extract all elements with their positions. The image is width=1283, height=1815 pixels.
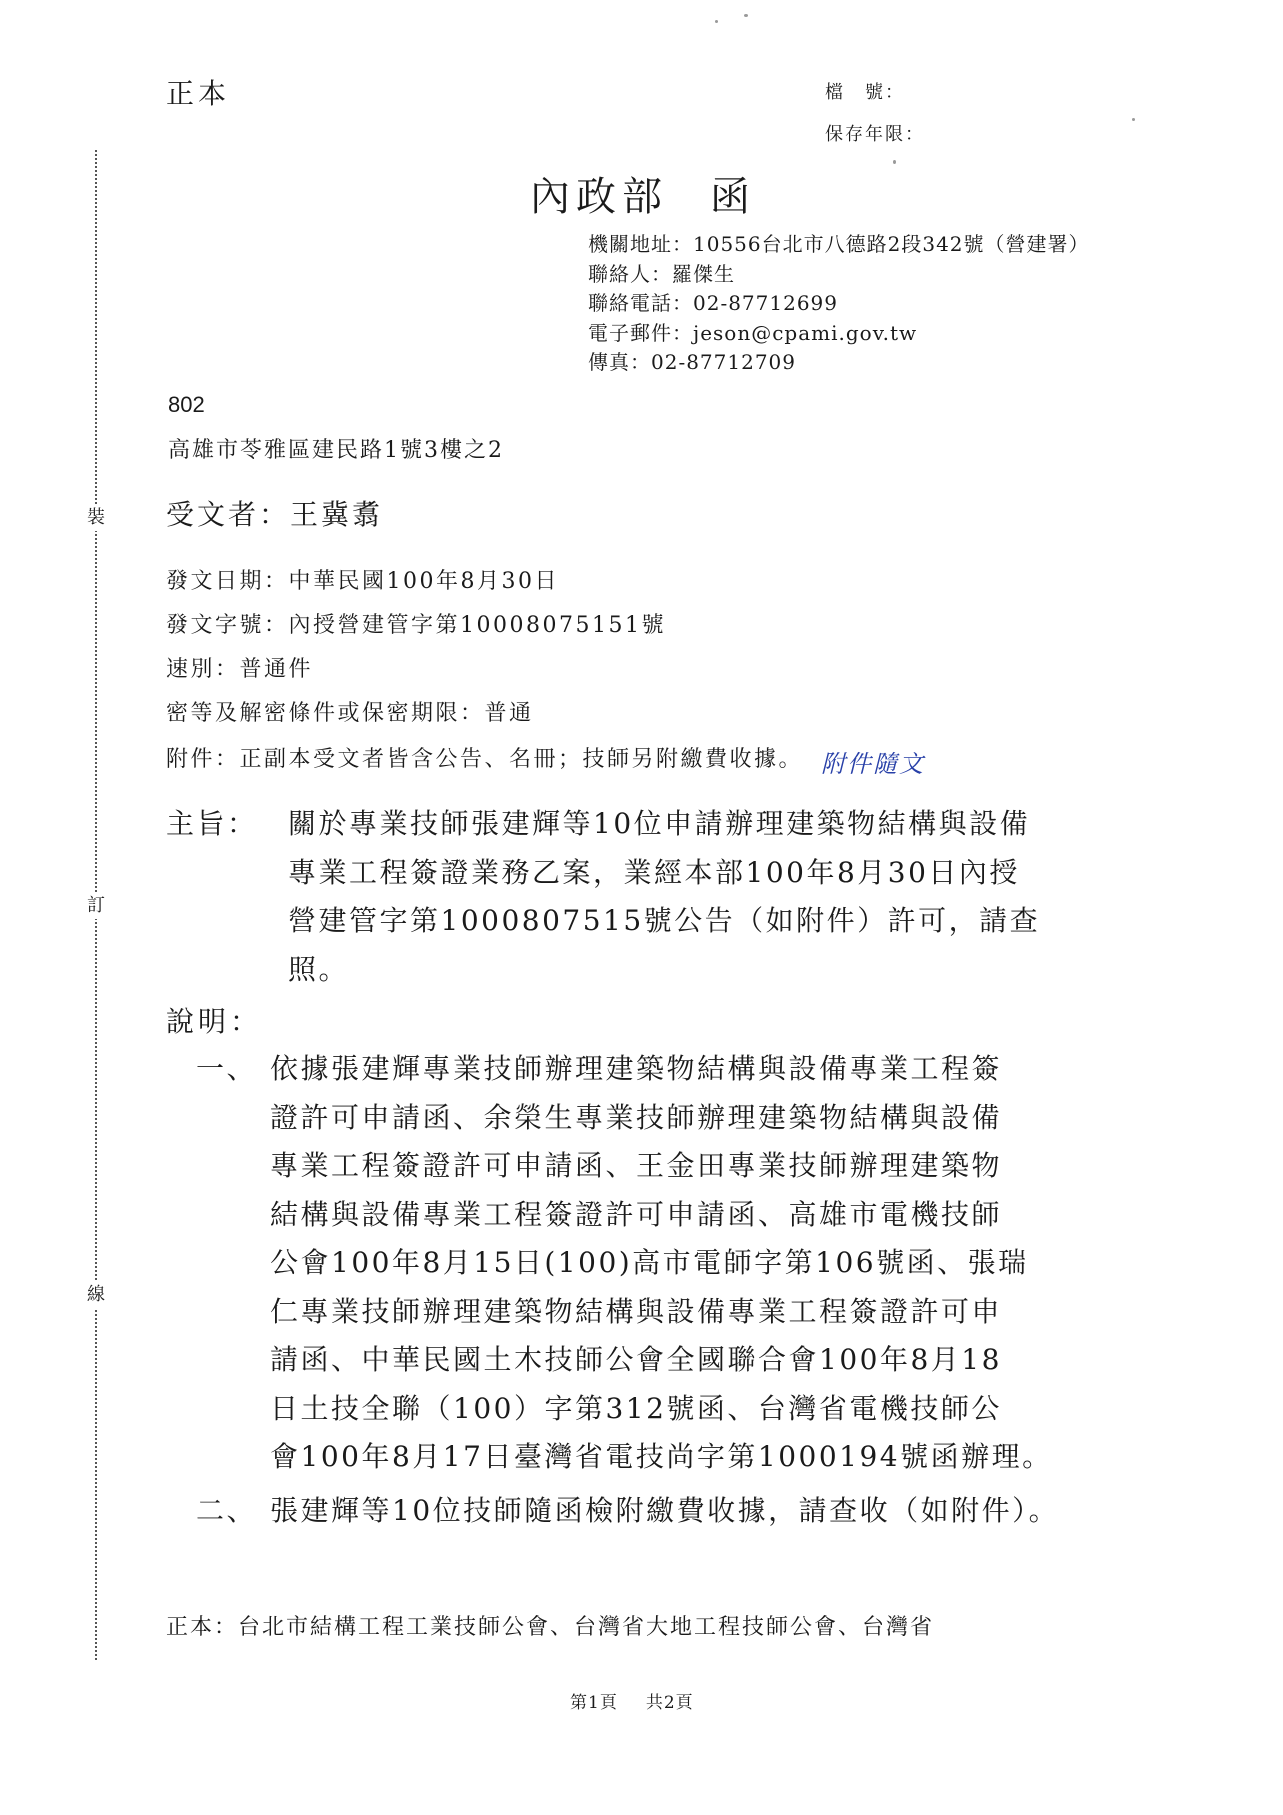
attachment-text: 附件：正副本受文者皆含公告、名冊；技師另附繳費收據。 [166,747,804,772]
subject-line: 營建管字第1000807515號公告（如附件）許可，請查 [288,904,1041,937]
scan-speck [715,20,718,23]
file-meta [825,72,925,156]
issue-date: 發文日期：中華民國100年8月30日 [166,569,559,594]
contact-fax: 傳真：02-87712709 [588,350,797,374]
recipient-address: 高雄市苓雅區建民路1號3樓之2 [168,438,504,463]
attachment-line [166,736,925,782]
contact-person: 聯絡人：羅傑生 [588,261,735,286]
item-line: 證許可申請函、余榮生專業技師辦理建築物結構與設備 [270,1100,1003,1134]
binding-mark-ding: 訂 [83,893,109,919]
item-number: 二、 [196,1494,258,1527]
current-page: 第1頁 [570,1693,618,1713]
description-label: 說明： [166,1005,263,1038]
item-line: 張建輝等10位技師隨函檢附繳費收據，請查收（如附件）。 [270,1494,1060,1527]
subject-line: 照。 [288,952,350,986]
document-meta [166,560,925,782]
binding-mark-xian: 線 [83,1282,109,1308]
total-pages: 共2頁 [645,1693,694,1713]
subject-line: 關於專業技師張建輝等10位申請辦理建築物結構與設備 [288,807,1031,840]
contact-phone: 聯絡電話：02-87712699 [588,291,839,315]
document-title [530,165,756,222]
secrecy-level: 密等及解密條件或保密期限：普通 [166,701,534,726]
subject-label: 主旨： [166,807,258,840]
item-line: 請函、中華民國土木技師公會全國聯合會100年8月18 [270,1343,1002,1376]
copy-recipients: 正本：台北市結構工程工業技師公會、台灣省大地工程技師公會、台灣省 [166,1615,935,1640]
scan-speck [1132,118,1135,121]
scan-speck [893,160,896,164]
file-number-label: 檔 號： [825,82,905,103]
recipient-zip: 802 [168,392,205,417]
contact-email: 電子郵件：jeson@cpami.gov.tw [588,320,918,345]
copy-type-label: 正本 [166,77,231,110]
agency-name: 內政部 [530,174,668,220]
document-number: 發文字號：內授營建管字第10008075151號 [166,613,666,638]
scan-speck [744,14,748,17]
page-number [570,1688,694,1713]
contact-block [588,230,1090,378]
item-line: 專業工程簽證許可申請函、王金田專業技師辦理建築物 [270,1149,1003,1182]
retention-period-label: 保存年限： [825,124,925,145]
item-line: 日土技全聯（100）字第312號函、台灣省電機技師公 [270,1391,1002,1425]
subject-section [166,800,1126,994]
delivery-speed: 速別：普通件 [166,657,314,682]
agency-address: 機關地址：10556台北市八德路2段342號（營建署） [588,232,1090,256]
subject-line: 專業工程簽證業務乙案，業經本部100年8月30日內授 [288,855,1020,889]
handwritten-note: 附件隨文 [821,750,926,778]
item-line: 仁專業技師辦理建築物結構與設備專業工程簽證許可申 [270,1294,1003,1328]
recipient-line: 受文者：王冀翥 [166,498,384,531]
item-line: 公會100年8月15日(100)高市電師字第106號函、張瑞 [270,1246,1029,1279]
item-number: 一、 [196,1052,258,1085]
item-line: 結構與設備專業工程簽證許可申請函、高雄市電機技師 [270,1197,1003,1231]
binding-mark-zhuang: 裝 [83,505,109,531]
description-item [196,1487,1059,1536]
item-line: 依據張建輝專業技師辦理建築物結構與設備專業工程簽 [270,1052,1003,1085]
document-type: 函 [710,174,756,220]
item-line: 會100年8月17日臺灣省電技尚字第1000194號函辦理。 [270,1440,1053,1473]
description-item [196,1045,1053,1482]
